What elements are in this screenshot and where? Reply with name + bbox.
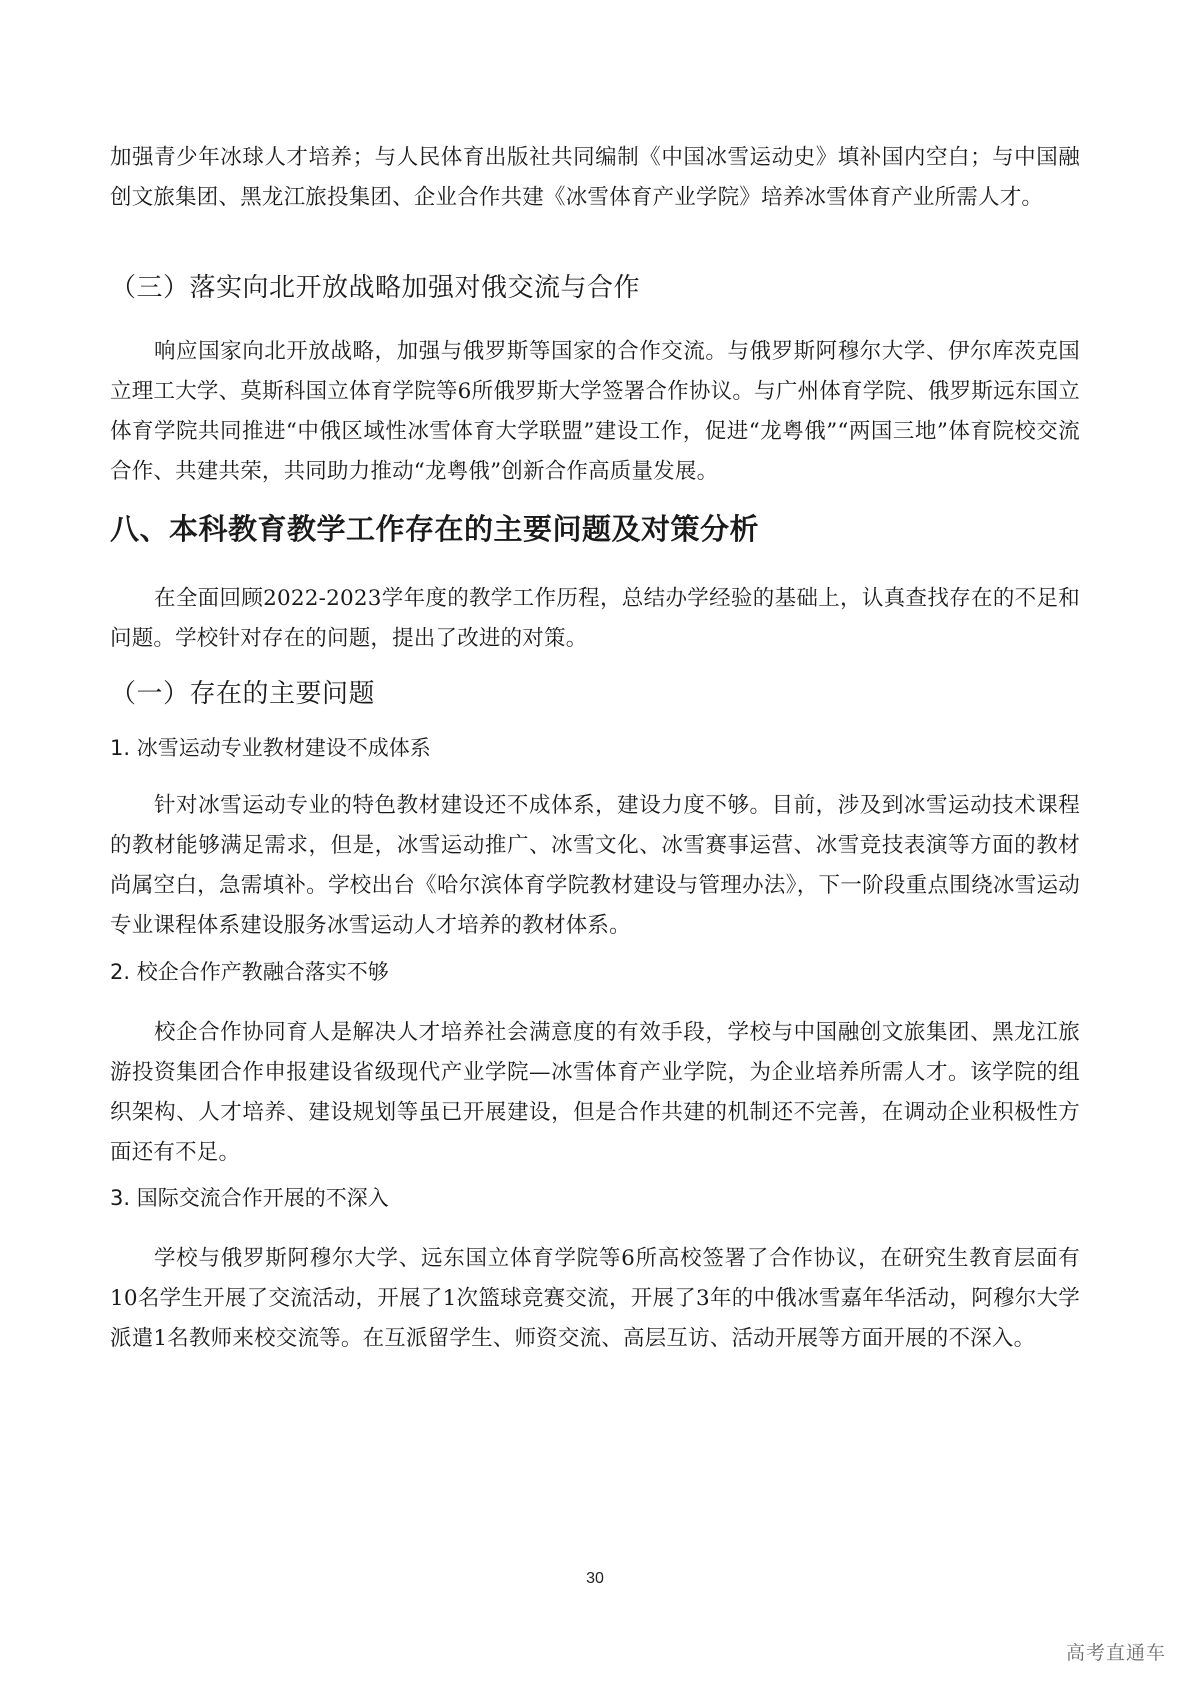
section-heading-3: （三）落实向北开放战略加强对俄交流与合作: [110, 273, 641, 303]
chapter-heading-8: 八、本科教育教学工作存在的主要问题及对策分析: [110, 512, 760, 546]
watermark: 高考直通车: [1065, 1642, 1166, 1664]
paragraph-talent-training: 加强青少年冰球人才培养；与人民体育出版社共同编制《中国冰雪运动史》填补国内空白；与中国融创文旅集团、黑龙江旅投集团、企业合作共建《冰雪体育产业学院》培养冰雪体育产业所需人才。: [110, 145, 1080, 210]
paragraph-industry: 校企合作协同育人是解决人才培养社会满意度的有效手段，学校与中国融创文旅集团、黑龙江旅游投资集团合作申报建设省级现代产业学院—冰雪体育产业学院，为企业培养所需人才。该学院的组织架构、人才培养、建设规划等虽已开展建设，但是合作共建的机制还不完善，在调动企业积极性方面还有不足。: [110, 1020, 1080, 1165]
section-heading-1: （一）存在的主要问题: [110, 679, 376, 709]
paragraph-textbooks: 针对冰雪运动专业的特色教材建设还不成体系，建设力度不够。目前，涉及到冰雪运动技术课程的教材能够满足需求，但是，冰雪运动推广、冰雪文化、冰雪赛事运营、冰雪竞技表演等方面的教材尚属空白，急需填补。学校出台《哈尔滨体育学院教材建设与管理办法》，下一阶段重点围绕冰雪运动专业课程体系建设服务冰雪运动人才培养的教材体系。: [110, 793, 1080, 938]
paragraph-review: 在全面回顾2022-2023学年度的教学工作历程，总结办学经验的基础上，认真查找存在的不足和问题。学校针对存在的问题，提出了改进的对策。: [110, 586, 1080, 651]
subheading-international: 3. 国际交流合作开展的不深入: [110, 1186, 389, 1210]
paragraph-international: 学校与俄罗斯阿穆尔大学、远东国立体育学院等6所高校签署了合作协议，在研究生教育层面有10名学生开展了交流活动，开展了1次篮球竞赛交流，开展了3年的中俄冰雪嘉年华活动，阿穆尔大学派遣1名教师来校交流等。在互派留学生、师资交流、高层互访、活动开展等方面开展的不深入。: [110, 1246, 1080, 1351]
subheading-textbooks: 1. 冰雪运动专业教材建设不成体系: [110, 736, 431, 760]
subheading-industry: 2. 校企合作产教融合落实不够: [110, 960, 389, 984]
page-number: 30: [586, 1570, 604, 1587]
paragraph-russia-cooperation: 响应国家向北开放战略，加强与俄罗斯等国家的合作交流。与俄罗斯阿穆尔大学、伊尔库茨克国立理工大学、莫斯科国立体育学院等6所俄罗斯大学签署合作协议。与广州体育学院、俄罗斯远东国立体育学院共同推进“中俄区域性冰雪体育大学联盟”建设工作，促进“龙粤俄”“两国三地”体育院校交流合作、共建共荣，共同助力推动“龙粤俄”创新合作高质量发展。: [110, 339, 1080, 484]
